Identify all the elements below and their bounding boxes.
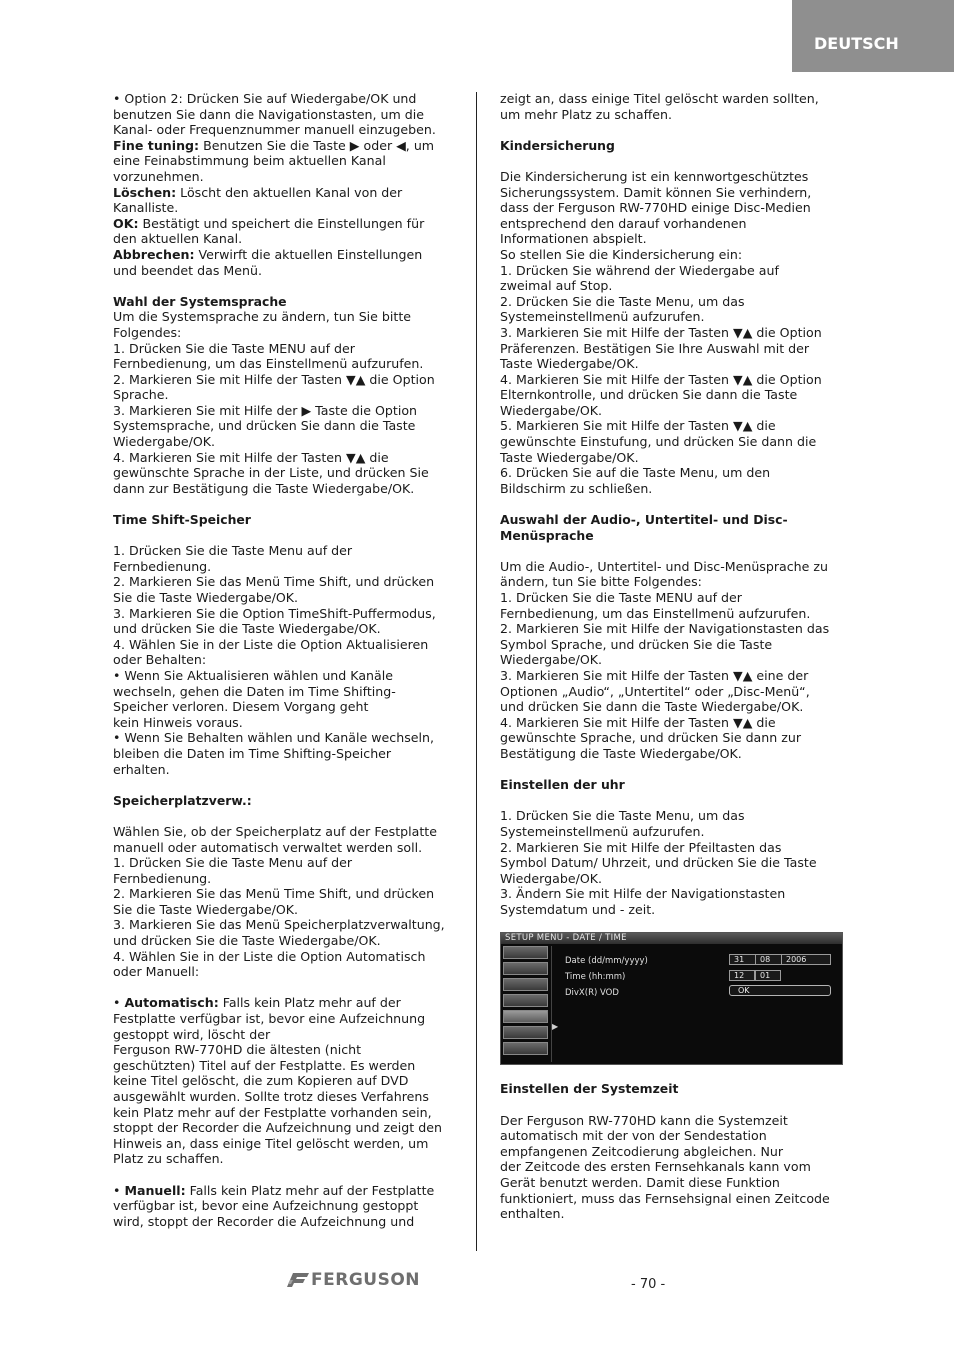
sidebar-icon-clock bbox=[503, 1010, 548, 1023]
screenshot-sidebar bbox=[503, 946, 548, 1062]
paragraph: Abbrechen: Verwirft die aktuellen Einstellungen und beendet das Menü. bbox=[113, 246, 423, 278]
term-label: Automatisch: bbox=[124, 995, 219, 1011]
date-month-field: 08 bbox=[755, 954, 783, 965]
paragraph: Der Ferguson RW-770HD kann die Systemzeit automatisch mit der von der Sendestation empfangenen Zeitcodierung abgleichen. Nur der Zeitcode des ersten Fernsehkanals kann vom Gerät benutzt werden. Damit diese Funktion funktioniert, muss das Fernsehsignal einen Zeitcode enthalten. bbox=[500, 1112, 830, 1222]
section-heading: Auswahl der Audio-, Untertitel- und Disc- Menüsprache bbox=[500, 512, 788, 543]
right-column bbox=[500, 91, 845, 1222]
paragraph: 1. Drücken Sie die Taste Menu auf der Fernbedienung. 2. Markieren Sie das Menü Time Shift, und drücken Sie die Taste Wiedergabe/OK. 3. Markieren Sie die Option TimeShift-Puffermodus, und drücken Sie die Taste Wiedergabe/OK. 4. Wählen Sie in der Liste die Option Aktualisieren oder Behalten: • Wenn Sie Aktualisieren wählen und Kanäle wechseln, gehen die Daten im Time Shifting- Speicher verloren. Diesem Vorgang geht kein Hinweis voraus. • Wenn Sie Behalten wählen und Kanäle wechseln, bleiben die Daten im Time Shifting-Speicher erhalten. bbox=[113, 543, 436, 777]
section-heading: Speicherplatzverw.: bbox=[113, 792, 252, 808]
sidebar-icon-disk bbox=[503, 1042, 548, 1055]
sidebar-icon-recording bbox=[503, 962, 548, 975]
paragraph-gap bbox=[113, 777, 461, 793]
ferguson-brand: FERGUSON bbox=[311, 1270, 420, 1290]
time-minute-field: 01 bbox=[755, 970, 781, 981]
sidebar-icon-tv bbox=[503, 946, 548, 959]
right-column-bottom bbox=[500, 1081, 845, 1221]
paragraph-gap bbox=[500, 496, 845, 512]
paragraph: OK: Bestätigt und speichert die Einstellungen für den aktuellen Kanal. bbox=[113, 215, 425, 247]
term-label: Fine tuning: bbox=[113, 137, 200, 153]
section-heading: Einstellen der Systemzeit bbox=[500, 1081, 679, 1097]
term-label: Manuell: bbox=[124, 1182, 186, 1198]
term-label: Löschen: bbox=[113, 184, 177, 200]
paragraph-gap bbox=[500, 762, 845, 778]
paragraph-gap bbox=[113, 808, 461, 824]
left-column bbox=[113, 91, 461, 1229]
paragraph-gap bbox=[113, 1167, 461, 1183]
paragraph: • Automatisch: Falls kein Platz mehr auf der Festplatte verfügbar ist, bevor eine Aufzeichnung gestoppt wird, löscht der Ferguson RW-770HD die ältesten (nicht geschützten) Titel auf der Festplatte. Es werden keine Titel gelöscht, die zum Kopieren auf DVD ausgewählt wurden. Sollte trotz dieses Verfahrens kein Platz mehr auf der Festplatte vorhanden sein, stoppt der Recorder die Aufzeichnung und zeigt den Hinweis an, dass einige Titel gelöscht werden, um Platz zu schaffen. bbox=[113, 995, 442, 1167]
setup-menu-screenshot bbox=[500, 932, 843, 1065]
divx-ok-button: OK bbox=[729, 985, 831, 996]
sidebar-icon-video bbox=[503, 1026, 548, 1039]
paragraph-gap bbox=[113, 980, 461, 996]
page-number: - 70 - bbox=[631, 1277, 666, 1292]
paragraph: Fine tuning: Benutzen Sie die Taste ▶ oder ◀, um eine Feinabstimmung beim aktuellen Kanal vorzunehmen. bbox=[113, 137, 435, 184]
paragraph: Wählen Sie, ob der Speicherplatz auf der Festplatte manuell oder automatisch verwaltet werden soll. 1. Drücken Sie die Taste Menu auf der Fernbedienung. 2. Markieren Sie das Menü Time Shift, und drücken Sie die Taste Wiedergabe/OK. 3. Markieren Sie das Menü Speicherplatzverwaltung, und drücken Sie die Taste Wiedergabe/OK. 4. Wählen Sie in der Liste die Option Automatisch oder Manuell: bbox=[113, 823, 445, 980]
paragraph: Löschen: Löscht den aktuellen Kanal von der Kanalliste. bbox=[113, 184, 403, 216]
column-divider bbox=[476, 92, 477, 1251]
sidebar-icon-audio bbox=[503, 978, 548, 991]
paragraph: zeigt an, dass einige Titel gelöscht warden sollten, um mehr Platz zu schaffen. bbox=[500, 91, 819, 122]
time-hour-field: 12 bbox=[729, 970, 755, 981]
ferguson-logo-icon bbox=[287, 1271, 309, 1289]
date-day-field: 31 bbox=[729, 954, 759, 965]
paragraph-gap bbox=[500, 543, 845, 559]
paragraph: Um die Systemsprache zu ändern, tun Sie bitte Folgendes: 1. Drücken Sie die Taste MENU auf der Fernbedienung, um das Einstellmenü aufzurufen. 2. Markieren Sie mit Hilfe der Tasten ▼▲ die Option Sprache. 3. Markieren Sie mit Hilfe der ▶ Taste die Option Systemsprache, und drücken Sie dann die Taste Wiedergabe/OK. 4. Markieren Sie mit Hilfe der Tasten ▼▲ die gewünschte Sprache in der Liste, und drücken Sie dann zur Bestätigung die Taste Wiedergabe/OK. bbox=[113, 309, 435, 496]
paragraph: 1. Drücken Sie die Taste Menu, um das Systemeinstellmenü aufzurufen. 2. Markieren Sie mit Hilfe der Pfeiltasten das Symbol Datum/ Uhrzeit, und drücken Sie die Taste Wiedergabe/OK. 3. Ändern Sie mit Hilfe der Navigationstasten Systemdatum und - zeit. bbox=[500, 808, 817, 917]
selection-arrow-icon: ▶ bbox=[552, 1022, 559, 1032]
screenshot-title: SETUP MENU - DATE / TIME bbox=[501, 933, 842, 944]
paragraph-gap bbox=[500, 793, 845, 809]
divx-label: DivX(R) VOD bbox=[565, 988, 619, 999]
right-column-top bbox=[500, 91, 845, 917]
paragraph-gap bbox=[500, 1097, 845, 1113]
paragraph: • Option 2: Drücken Sie auf Wiedergabe/OK und benutzen Sie dann die Navigationstasten, um die Kanal- oder Frequenznummer manuell einzugeben. bbox=[113, 91, 436, 138]
term-label: Abbrechen: bbox=[113, 246, 195, 262]
section-heading: Kindersicherung bbox=[500, 137, 615, 153]
paragraph-gap bbox=[113, 278, 461, 294]
paragraph-gap bbox=[113, 528, 461, 544]
sidebar-icon-language bbox=[503, 994, 548, 1007]
time-label: Time (hh:mm) bbox=[565, 972, 626, 983]
paragraph: Um die Audio-, Untertitel- und Disc-Menüsprache zu ändern, tun Sie bitte Folgendes: 1. Drücken Sie die Taste MENU auf der Fernbedienung, um das Einstellmenü aufzurufen. 2. Markieren Sie mit Hilfe der Navigationstasten das Symbol Sprache, und drücken Sie die Taste Wiedergabe/OK. 3. Markieren Sie mit Hilfe der Tasten ▼▲ eine der Optionen „Audio“, „Untertitel“ oder „Disc-Menü“, und drücken Sie dann die Taste Wiedergabe/OK. 4. Markieren Sie mit Hilfe der Tasten ▼▲ die gewünschte Sprache, und drücken Sie dann zur Bestätigung die Taste Wiedergabe/OK. bbox=[500, 558, 830, 761]
section-heading: Wahl der Systemsprache bbox=[113, 293, 287, 309]
spacer bbox=[500, 1065, 845, 1081]
screenshot-separator bbox=[551, 946, 552, 1062]
spacer bbox=[500, 917, 845, 932]
language-tab: DEUTSCH bbox=[792, 0, 954, 72]
paragraph-gap bbox=[500, 122, 845, 138]
term-label: OK: bbox=[113, 215, 139, 231]
paragraph: • Manuell: Falls kein Platz mehr auf der Festplatte verfügbar ist, bevor eine Aufzeichnung gestoppt wird, stoppt der Recorder die Aufzeichnung und bbox=[113, 1182, 435, 1229]
paragraph-gap bbox=[500, 153, 845, 169]
section-heading: Einstellen der uhr bbox=[500, 777, 625, 793]
paragraph-gap bbox=[113, 496, 461, 512]
date-year-field: 2006 bbox=[781, 954, 831, 965]
date-label: Date (dd/mm/yyyy) bbox=[565, 956, 648, 967]
section-heading: Time Shift-Speicher bbox=[113, 512, 251, 528]
paragraph: Die Kindersicherung ist ein kennwortgeschütztes Sicherungssystem. Damit können Sie verhindern, dass der Ferguson RW-770HD einige Disc-Medien entsprechend den darauf vorhandenen Informationen abspielt. So stellen Sie die Kindersicherung ein: 1. Drücken Sie während der Wiedergabe auf zweimal auf Stop. 2. Drücken Sie die Taste Menu, um das Systemeinstellmenü aufzurufen. 3. Markieren Sie mit Hilfe der Tasten ▼▲ die Option Präferenzen. Bestätigen Sie Ihre Auswahl mit der Taste Wiedergabe/OK. 4. Markieren Sie mit Hilfe der Tasten ▼▲ die Option Elternkontrolle, und drücken Sie dann die Taste Wiedergabe/OK. 5. Markieren Sie mit Hilfe der Tasten ▼▲ die gewünschte Einstufung, und drücken Sie dann die Taste Wiedergabe/OK. 6. Drücken Sie auf die Taste Menu, um den Bildschirm zu schließen. bbox=[500, 168, 822, 496]
ferguson-logo bbox=[287, 1270, 420, 1290]
